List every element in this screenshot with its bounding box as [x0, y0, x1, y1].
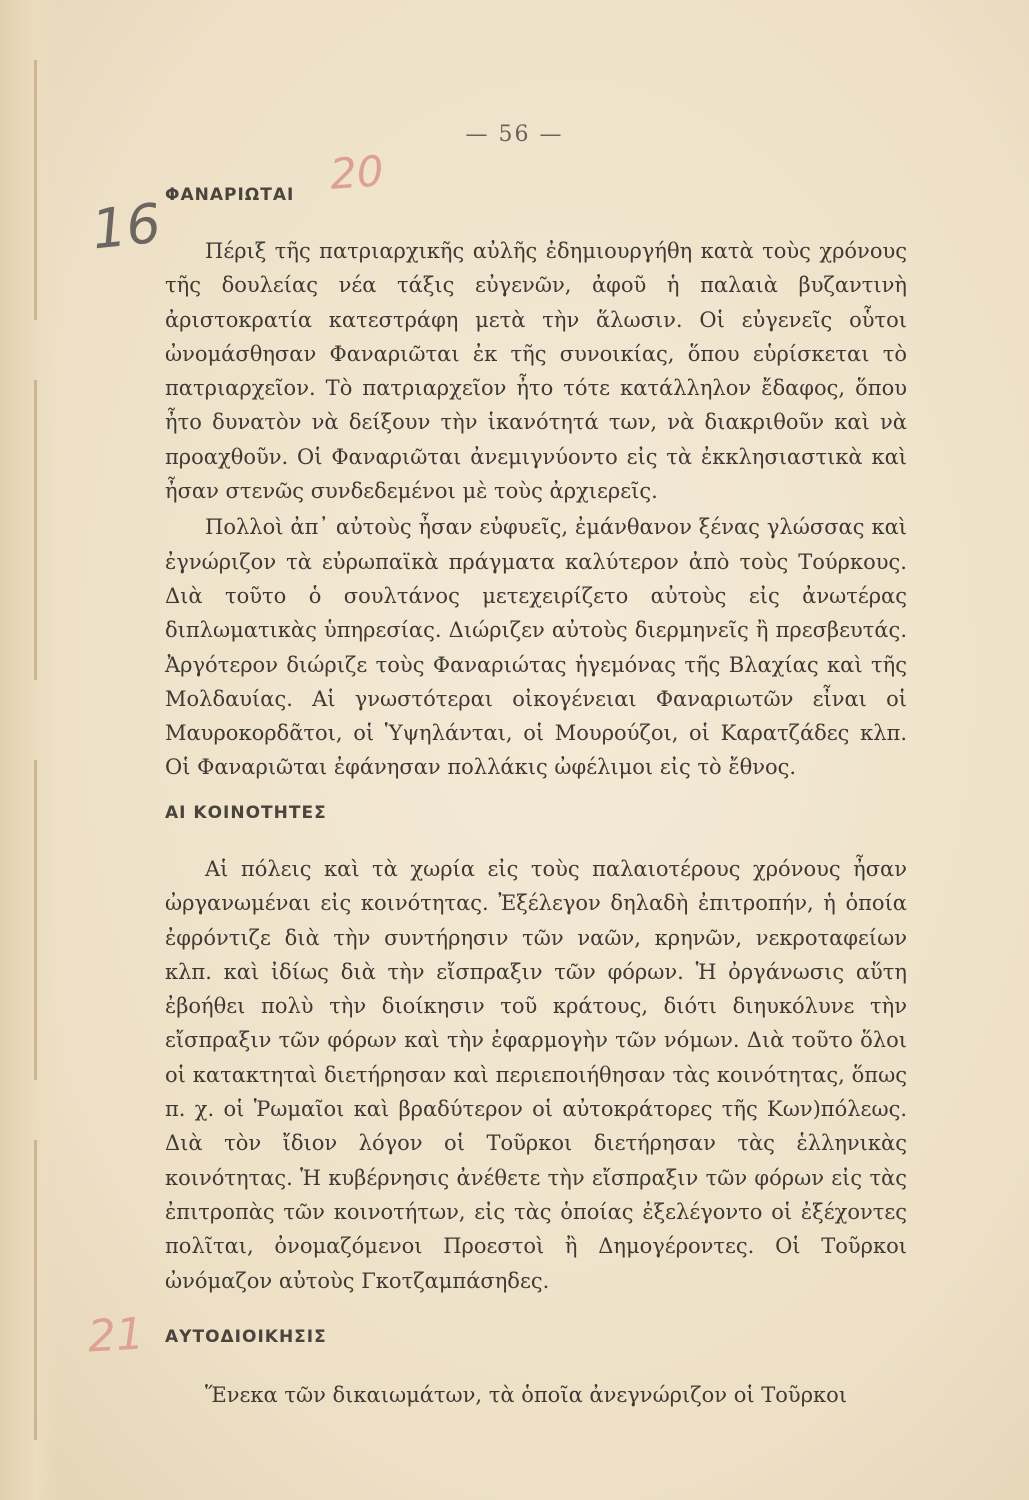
- section-body-self-government: [165, 1378, 907, 1412]
- paragraph: Ἕνεκα τῶν δικαιωμάτων, τὰ ὁποῖα ἀνεγνώριζον οἱ Τοῦρκοι: [205, 1383, 848, 1407]
- section-body-communities: [165, 852, 907, 1298]
- handwritten-red-mark-bottom: 21: [86, 1308, 146, 1363]
- section-body-phanariotes: [165, 234, 907, 785]
- section-heading-self-government: ΑΥΤΟΔΙΟΙΚΗΣΙΣ: [165, 1327, 327, 1347]
- page-number: — 56 —: [465, 122, 564, 147]
- binding-stitch: [34, 60, 37, 320]
- paragraph: Πολλοὶ ἀπ᾽ αὐτοὺς ἦσαν εὐφυεῖς, ἐμάνθανον ξένας γλώσσας καὶ ἐγνώριζον τὰ εὐρωπαϊκὰ πράγματα καλύτερον ἀπὸ τοὺς Τούρκους. Διὰ τοῦτο ὁ σουλτάνος μετεχειρίζετο αὐτοὺς εἰς ἀνωτέρας διπλωματικὰς ὑπηρεσίας. Διώριζεν αὐτοὺς διερμηνεῖς ἢ πρεσβευτάς. Ἀργότερον διώριζε τοὺς Φαναριώτας ἡγεμόνας τῆς Βλαχίας καὶ τῆς Μολδαυίας. Αἱ γνωστότεραι οἰκογένειαι Φαναριωτῶν εἶναι οἱ Μαυροκορδᾶτοι, οἱ Ὑψηλάνται, οἱ Μουρούζοι, οἱ Καρατζάδες κλπ. Οἱ Φαναριῶται ἐφάνησαν πολλάκις ὠφέλιμοι εἰς τὸ ἔθνος.: [165, 515, 907, 780]
- handwritten-red-mark-top: 20: [328, 146, 386, 199]
- paragraph: Αἱ πόλεις καὶ τὰ χωρία εἰς τοὺς παλαιοτέρους χρόνους ἦσαν ὠργανωμέναι εἰς κοινότητας. Ἐξέλεγον δηλαδὴ ἐπιτροπήν, ἡ ὁποία ἐφρόντιζε διὰ τὴν συντήρησιν τῶν ναῶν, κρηνῶν, νεκροταφείων κλπ. καὶ ἰδίως διὰ τὴν εἴσπραξιν τῶν φόρων. Ἡ ὀργάνωσις αὕτη ἐβοήθει πολὺ τὴν διοίκησιν τοῦ κράτους, διότι διηυκόλυνε τὴν εἴσπραξιν τῶν φόρων καὶ τὴν ἐφαρμογὴν τῶν νόμων. Διὰ τοῦτο ὅλοι οἱ κατακτηταὶ διετήρησαν καὶ περιεποιήθησαν τὰς κοινότητας, ὅπως π. χ. οἱ Ῥωμαῖοι καὶ βραδύτερον οἱ αὐτοκράτορες τῆς Κων)πόλεως. Διὰ τὸν ἴδιον λόγον οἱ Τοῦρκοι διετήρησαν τὰς ἑλληνικὰς κοινότητας. Ἡ κυβέρνησις ἀνέθετε τὴν εἴσπραξιν τῶν φόρων εἰς τὰς ἐπιτροπὰς τῶν κοινοτήτων, εἰς τὰς ὁποίας ἐξελέγοντο οἱ ἐξέχοντες πολῖται, ὀνομαζόμενοι Προεστοὶ ἢ Δημογέροντες. Οἱ Τοῦρκοι ὠνόμαζον αὐτοὺς Γκοτζαμπάσηδες.: [165, 857, 907, 1293]
- handwritten-page-ref: 16: [88, 191, 164, 262]
- section-heading-phanariotes: ΦΑΝΑΡΙΩΤΑΙ: [165, 185, 295, 205]
- binding-edge: [0, 0, 60, 1500]
- binding-stitch: [34, 380, 37, 680]
- binding-stitch: [34, 760, 37, 1080]
- paragraph: Πέριξ τῆς πατριαρχικῆς αὐλῆς ἐδημιουργήθη κατὰ τοὺς χρόνους τῆς δουλείας νέα τάξις εὐγενῶν, ἀφοῦ ἡ παλαιὰ βυζαντινὴ ἀριστοκρατία κατεστράφη μετὰ τὴν ἅλωσιν. Οἱ εὐγενεῖς οὗτοι ὠνομάσθησαν Φαναριῶται ἐκ τῆς συνοικίας, ὅπου εὑρίσκεται τὸ πατριαρχεῖον. Τὸ πατριαρχεῖον ἦτο τότε κατάλληλον ἔδαφος, ὅπου ἦτο δυνατὸν νὰ δείξουν τὴν ἱκανότητά των, νὰ διακριθοῦν καὶ νὰ προαχθοῦν. Οἱ Φαναριῶται ἀνεμιγνύοντο εἰς τὰ ἐκκλησιαστικὰ καὶ ἦσαν στενῶς συνδεδεμένοι μὲ τοὺς ἀρχιερεῖς.: [165, 239, 907, 504]
- binding-stitch: [34, 1140, 37, 1440]
- section-heading-communities: ΑΙ ΚΟΙΝΟΤΗΤΕΣ: [165, 803, 327, 823]
